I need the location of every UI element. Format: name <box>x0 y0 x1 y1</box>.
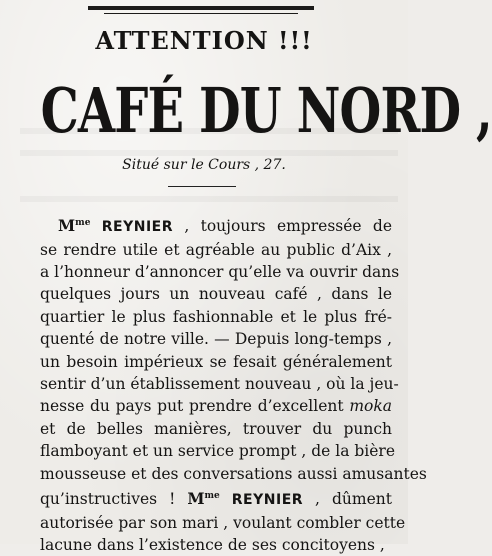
italic-word: moka <box>349 397 392 416</box>
proprietor-name: REYNIER <box>231 492 304 509</box>
body-line: nesse du pays put prendre d’excellent moka <box>40 397 392 416</box>
address-subtitle: Situé sur le Cours , 27. <box>122 157 286 173</box>
attention-heading: ATTENTION !!! <box>95 26 313 55</box>
top-rule <box>88 6 314 10</box>
bleed-through-mark <box>20 196 398 202</box>
body-line: qu’instructives ! $M^{me}$ REYNIER , dûment <box>40 489 392 509</box>
top-rule-thin <box>104 13 298 14</box>
body-line: a l’honneur d’annoncer qu’elle va ouvrir dans <box>40 262 400 281</box>
body-line: sentir d’un établissement nouveau , où la jeu- <box>40 375 399 393</box>
body-line: flamboyant et un service prompt , de la bière <box>40 442 395 461</box>
body-line: un besoin impérieux se fesait généralement <box>40 352 392 371</box>
honorific: $M^{me}$ <box>187 489 220 509</box>
body-line: quelques jours un nouveau café , dans le <box>40 285 392 304</box>
body-line: mousseuse et des conversations aussi amusantes <box>40 464 427 483</box>
proprietor-name: REYNIER <box>101 219 174 236</box>
section-divider <box>168 186 236 187</box>
body-line: quenté de notre ville. — Depuis long-temps , <box>40 330 392 349</box>
body-line: $M^{me}$ REYNIER , toujours empressée de <box>58 216 392 236</box>
cafe-title: CAFÉ DU NORD , <box>40 74 492 147</box>
advertisement-body <box>40 212 427 556</box>
body-line: et de belles manières, trouver du punch <box>40 419 392 438</box>
body-line: lacune dans l’existence de ses concitoyens , <box>40 536 385 554</box>
bleed-through-mark <box>20 150 398 156</box>
body-line: autorisée par son mari , voulant combler cette <box>40 513 406 532</box>
honorific: $M^{me}$ <box>58 216 91 236</box>
body-line: quartier le plus fashionnable et le plus fré- <box>40 307 392 326</box>
body-line: se rendre utile et agréable au public d’Aix , <box>40 240 392 259</box>
